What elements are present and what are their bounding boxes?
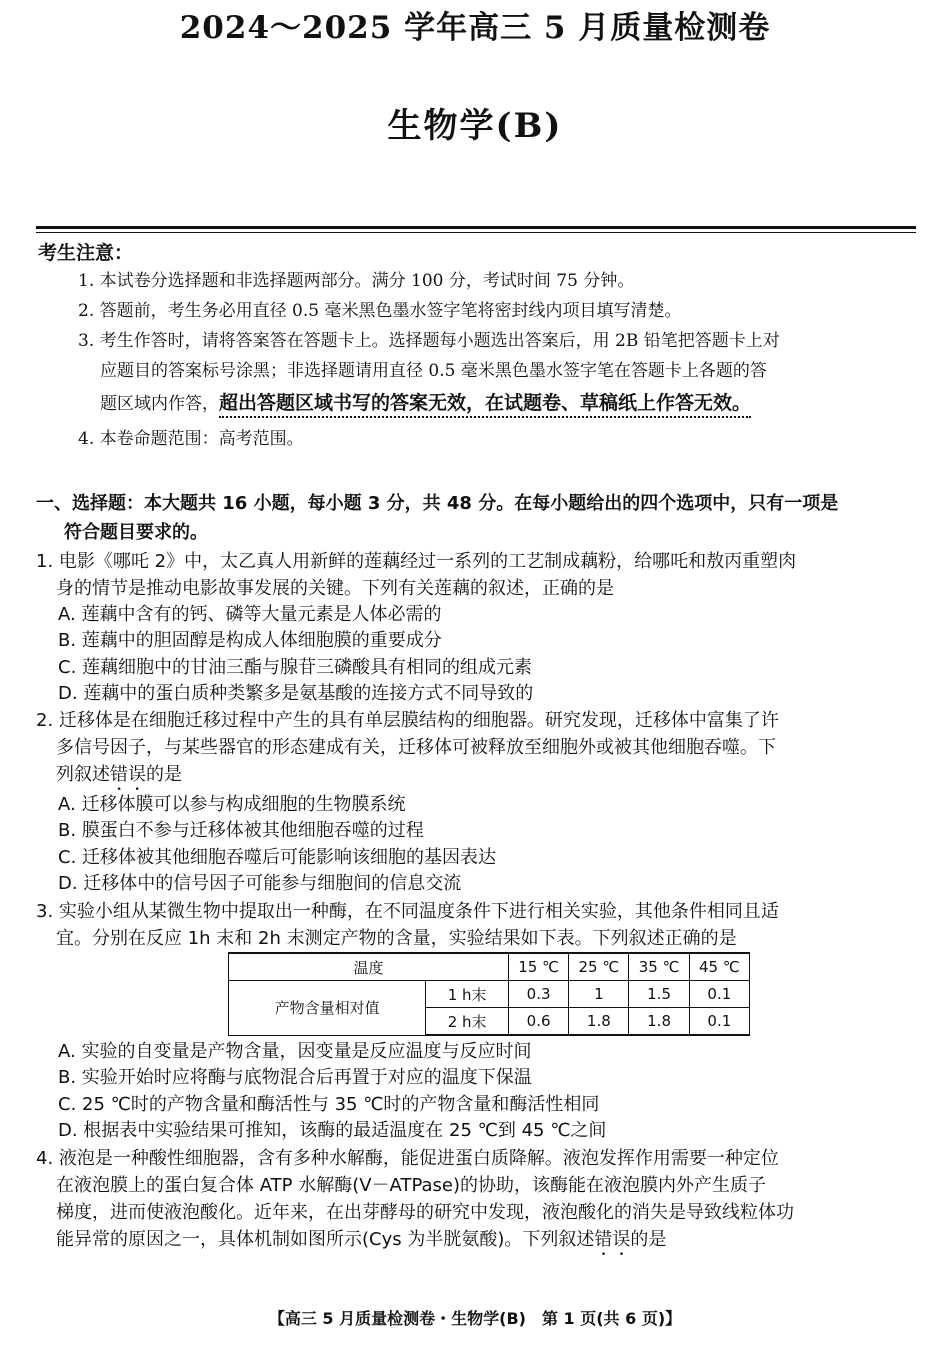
q2-option-b: B. 膜蛋白不参与迁移体被其他细胞吞噬的过程 (58, 820, 424, 841)
q3-option-b: B. 实验开始时应将酶与底物混合后再置于对应的温度下保温 (58, 1067, 532, 1088)
q1-stem-line1: 1. 电影《哪吒 2》中，太乙真人用新鲜的莲藕经过一系列的工艺制成藕粉，给哪吒和敖丙重塑肉 (36, 551, 797, 572)
q1-option-c: C. 莲藕细胞中的甘油三酯与腺苷三磷酸具有相同的组成元素 (58, 657, 533, 678)
header-rule-thick (36, 226, 916, 229)
exam-subject: 生物学(B) (387, 106, 563, 146)
table-time-cell: 2 h末 (426, 1008, 509, 1036)
notice-item-4: 4. 本卷命题范围：高考范围。 (78, 429, 304, 449)
table-cell: 0.3 (508, 981, 568, 1008)
notice-heading: 考生注意： (38, 242, 134, 264)
table-cell: 0.1 (689, 981, 749, 1008)
q3-stem-line1: 3. 实验小组从某微生物中提取出一种酶，在不同温度条件下进行相关实验，其他条件相同且适 (36, 901, 779, 922)
section-heading-line2: 符合题目要求的。 (64, 522, 208, 543)
q1-option-b: B. 莲藕中的胆固醇是构成人体细胞膜的重要成分 (58, 630, 442, 651)
q2-keyword-wrong: 错误 (110, 764, 146, 785)
notice-item-3-tail: 题区域内作答， (100, 394, 219, 414)
notice-item-2: 2. 答题前，考生务必用直径 0.5 毫米黑色墨水签字笔将密封线内项目填写清楚。 (78, 301, 682, 321)
question-1-stem (36, 548, 916, 602)
notice-item-3-end (100, 390, 918, 418)
table-cell: 0.1 (689, 1008, 749, 1036)
section-heading-line1: 一、选择题：本大题共 16 小题，每小题 3 分，共 48 分。在每小题给出的四个选项中，只有一项是 (36, 493, 839, 514)
page-footer: 【高三 5 月质量检测卷・生物学(B) 第 1 页(共 6 页)】 (268, 1309, 682, 1328)
notice-item-1: 1. 本试卷分选择题和非选择题两部分。满分 100 分，考试时间 75 分钟。 (78, 271, 635, 291)
table-header-row (229, 953, 750, 981)
table-cell: 1.5 (629, 981, 689, 1008)
q4-stem-line4-c: 的是 (630, 1229, 667, 1250)
q4-stem-line1: 4. 液泡是一种酸性细胞器，含有多种水解酶，能促进蛋白质降解。液泡发挥作用需要一种定位 (36, 1148, 779, 1169)
section-heading (36, 489, 916, 547)
table-row-label: 产物含量相对值 (229, 981, 426, 1036)
q4-stem-line4 (36, 1226, 916, 1260)
q1-option-d: D. 莲藕中的蛋白质种类繁多是氨基酸的连接方式不同导致的 (58, 683, 534, 704)
q3-stem-line2: 宜。分别在反应 1h 末和 2h 末测定产物的含量，实验结果如下表。下列叙述正确的是 (56, 928, 737, 949)
table-header-cell: 25 ℃ (569, 953, 629, 981)
q2-option-d: D. 迁移体中的信号因子可能参与细胞间的信息交流 (58, 873, 462, 894)
q4-stem-line4-a: 能异常的原因之一，具体机制如图所示(Cys 为半胱氨酸)。下列叙述 (56, 1229, 595, 1250)
table-header-cell: 15 ℃ (508, 953, 568, 981)
table-cell: 1.8 (629, 1008, 689, 1036)
question-4-stem (36, 1145, 916, 1260)
q4-keyword-wrong: 错误 (594, 1229, 631, 1250)
table-cell: 1 (569, 981, 629, 1008)
q2-stem-line2: 多信号因子，与某些器官的形态建成有关，迁移体可被释放至细胞外或被其他细胞吞噬。下 (56, 737, 776, 758)
q3-results-table (228, 952, 750, 1036)
table-cell: 1.8 (569, 1008, 629, 1036)
header-rule-thin (36, 232, 916, 233)
q2-stem-line1: 2. 迁移体是在细胞迁移过程中产生的具有单层膜结构的细胞器。研究发现，迁移体中富集了许 (36, 710, 779, 731)
table-header-temp: 温度 (229, 953, 509, 981)
question-2-stem (36, 707, 916, 795)
exam-title: 2024～2025 学年高三 5 月质量检测卷 (179, 10, 771, 46)
table-cell: 0.6 (508, 1008, 568, 1036)
q3-option-c: C. 25 ℃时的产物含量和酶活性与 35 ℃时的产物含量和酶活性相同 (58, 1094, 600, 1115)
table-time-cell: 1 h末 (426, 981, 509, 1008)
table-header-cell: 45 ℃ (689, 953, 749, 981)
q4-stem-line3: 梯度，进而使液泡酸化。近年来，在出芽酵母的研究中发现，液泡酸化的消失是导致线粒体功 (56, 1202, 794, 1223)
notice-emphasis: 超出答题区域书写的答案无效，在试题卷、草稿纸上作答无效。 (219, 392, 751, 418)
q1-stem-line2: 身的情节是推动电影故事发展的关键。下列有关莲藕的叙述，正确的是 (56, 578, 614, 599)
notice-item-3: 3. 考生作答时，请将答案答在答题卡上。选择题每小题选出答案后，用 2B 铅笔把答题卡上对 (78, 331, 780, 351)
table-header-cell: 35 ℃ (629, 953, 689, 981)
question-3-stem (36, 898, 916, 952)
q2-stem-line3-a: 列叙述 (56, 764, 110, 785)
q4-stem-line2: 在液泡膜上的蛋白复合体 ATP 水解酶(V－ATPase)的协助，该酶能在液泡膜内外产生质子 (56, 1175, 767, 1196)
q2-stem-line3 (36, 761, 916, 795)
notice-item-3-cont: 应题目的答案标号涂黑；非选择题请用直径 0.5 毫米黑色墨水签字笔在答题卡上各题的答 (100, 361, 767, 381)
q2-option-a: A. 迁移体膜可以参与构成细胞的生物膜系统 (58, 794, 406, 815)
q1-option-a: A. 莲藕中含有的钙、磷等大量元素是人体必需的 (58, 604, 442, 625)
table-row (229, 981, 750, 1008)
q2-stem-line3-c: 的是 (146, 764, 182, 785)
q3-option-a: A. 实验的自变量是产物含量，因变量是反应温度与反应时间 (58, 1041, 532, 1062)
q2-option-c: C. 迁移体被其他细胞吞噬后可能影响该细胞的基因表达 (58, 847, 497, 868)
q3-option-d: D. 根据表中实验结果可推知，该酶的最适温度在 25 ℃到 45 ℃之间 (58, 1120, 607, 1141)
